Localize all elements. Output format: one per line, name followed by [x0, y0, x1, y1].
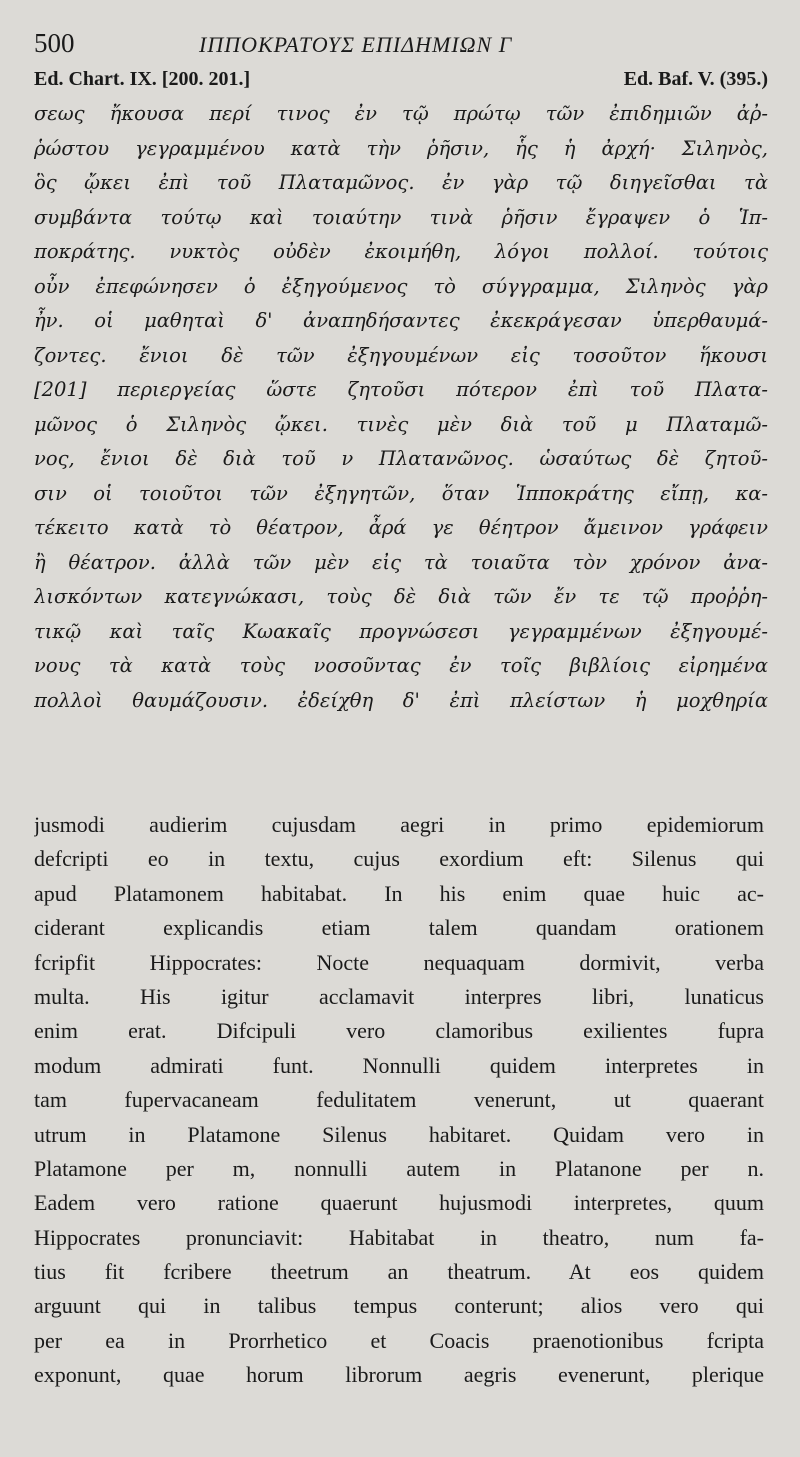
edition-basel-reference: Ed. Baf. V. (395.): [623, 68, 768, 90]
latin-line: enim erat. Difcipuli vero clamoribus exilientes fupra: [34, 1018, 764, 1044]
latin-line: apud Platamonem habitabat. In his enim quae huic ac-: [34, 880, 764, 906]
greek-line: σιν οἱ τοιοῦτοι τῶν ἐξηγητῶν, ὅταν Ἱπποκράτης εἴπῃ, κα-: [34, 481, 768, 505]
greek-line: τέκειτο κατὰ τὸ θέατρον, ἆρά γε θέητρον ἄμεινον γράφειν: [34, 516, 768, 539]
latin-line: arguunt qui in talibus tempus conterunt; alios vero qui: [34, 1293, 764, 1319]
greek-line: οὖν ἐπεφώνησεν ὁ ἐξηγούμενος τὸ σύγγραμμα, Σιληνὸς γὰρ: [34, 274, 768, 298]
greek-line: ἦν. οἱ μαθηταὶ δ' ἀναπηδήσαντες ἐκεκράγεσαν ὑπερθαυμά-: [34, 309, 768, 332]
latin-line: modum admirati funt. Nonnulli quidem interpretes in: [34, 1052, 764, 1078]
latin-line: ciderant explicandis etiam talem quandam orationem: [34, 915, 764, 941]
greek-line: ποκράτης. νυκτὸς οὐδὲν ἐκοιμήθη, λόγοι πολλοί. τούτοις: [34, 240, 768, 263]
latin-line: Hippocrates pronunciavit: Habitabat in theatro, num fa-: [34, 1224, 764, 1250]
page-header: [34, 28, 774, 64]
latin-line: Eadem vero ratione quaerunt hujusmodi interpretes, quum: [34, 1190, 764, 1216]
greek-line: ζοντες. ἔνιοι δὲ τῶν ἐξηγουμένων εἰς τοσοῦτον ἥκουσι: [34, 343, 768, 367]
edition-reference-line: [34, 68, 768, 98]
latin-line: per ea in Prorrhetico et Coacis praenotionibus fcripta: [34, 1327, 764, 1353]
page-number: 500: [34, 28, 75, 58]
latin-line: utrum in Platamone Silenus habitaret. Quidam vero in: [34, 1121, 764, 1147]
greek-line: ῥώστου γεγραμμένου κατὰ τὴν ῥῆσιν, ἧς ἡ ἀρχή· Σιληνὸς,: [34, 136, 768, 160]
latin-line: tius fit fcribere theetrum an theatrum. At eos quidem: [34, 1259, 764, 1285]
greek-line: [201] περιεργείας ὥστε ζητοῦσι πότερον ἐπὶ τοῦ Πλατα-: [34, 378, 768, 401]
running-title: ΙΠΠΟΚΡΑΤΟΥΣ ΕΠΙΔΗΜΙΩΝ Γ: [199, 32, 513, 57]
latin-line: tam fupervacaneam fedulitatem venerunt, ut quaerant: [34, 1087, 764, 1113]
edition-chart-reference: Ed. Chart. IX. [200. 201.]: [34, 68, 251, 90]
greek-line: συμβάντα τούτῳ καὶ τοιαύτην τινὰ ῥῆσιν ἔγραψεν ὁ Ἱπ-: [34, 205, 768, 229]
greek-line: νους τὰ κατὰ τοὺς νοσοῦντας ἐν τοῖς βιβλίοις εἰρημένα: [34, 654, 768, 677]
latin-line: Platamone per m, nonnulli autem in Platanone per n.: [34, 1155, 764, 1181]
greek-line: σεως ἤκουσα περί τινος ἐν τῷ πρώτῳ τῶν ἐπιδημιῶν ἀῤ-: [34, 102, 768, 125]
greek-line: πολλοὶ θαυμάζουσιν. ἐδείχθη δ' ἐπὶ πλείστων ἡ μοχθηρία: [34, 688, 768, 712]
greek-line: λισκόντων κατεγνώκασι, τοὺς δὲ διὰ τῶν ἔν τε τῷ προῤῥη-: [34, 585, 768, 608]
latin-line: multa. His igitur acclamavit interpres libri, lunaticus: [34, 983, 764, 1009]
latin-line: defcripti eo in textu, cujus exordium eft: Silenus qui: [34, 846, 764, 872]
greek-line: τικῷ καὶ ταῖς Κωακαῖς προγνώσεσι γεγραμμένων ἐξηγουμέ-: [34, 619, 768, 643]
latin-text-block: [34, 808, 764, 1393]
latin-line: fcripfit Hippocrates: Nocte nequaquam dormivit, verba: [34, 949, 764, 975]
greek-text-block: [34, 97, 768, 718]
greek-line: μῶνος ὁ Σιληνὸς ᾤκει. τινὲς μὲν διὰ τοῦ μ Πλαταμῶ-: [34, 412, 768, 436]
greek-line: ἢ θέατρον. ἀλλὰ τῶν μὲν εἰς τὰ τοιαῦτα τὸν χρόνον ἀνα-: [34, 550, 768, 574]
greek-line: νος, ἔνιοι δὲ διὰ τοῦ ν Πλατανῶνος. ὡσαύτως δὲ ζητοῦ-: [34, 447, 768, 470]
latin-line: exponunt, quae horum librorum aegris evenerunt, plerique: [34, 1362, 764, 1388]
latin-line: jusmodi audierim cujusdam aegri in primo epidemiorum: [34, 812, 764, 837]
greek-line: ὃς ᾤκει ἐπὶ τοῦ Πλαταμῶνος. ἐν γὰρ τῷ διηγεῖσθαι τὰ: [34, 171, 768, 194]
